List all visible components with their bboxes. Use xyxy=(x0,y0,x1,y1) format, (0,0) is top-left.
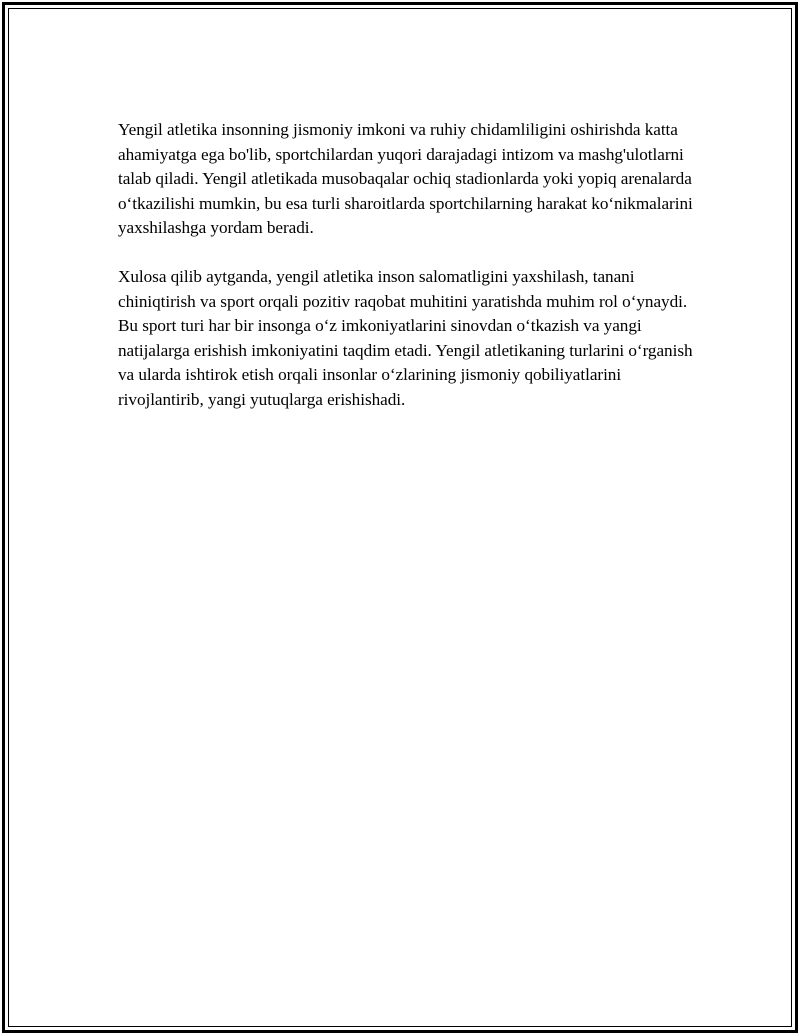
paragraph: Xulosa qilib aytganda, yengil atletika inson salomatligini yaxshilash, tanani chiniqtirish va sport orqali pozitiv raqobat muhitini yaratishda muhim rol oʻynaydi. Bu sport turi har bir insonga oʻz imkoniyatlarini sinovdan oʻtkazish va yangi natijalarga erishish imkoniyatini taqdim etadi. Yengil atletikaning turlarini oʻrganish va ularda ishtirok etish orqali insonlar oʻzlarining jismoniy qobiliyatlarini rivojlantirib, yangi yutuqlarga erishishadi. xyxy=(118,267,693,409)
document-body xyxy=(118,118,698,437)
paragraph: Yengil atletika insonning jismoniy imkoni va ruhiy chidamliligini oshirishda katta ahamiyatga ega bo'lib, sportchilardan yuqori darajadagi intizom va mashg'ulotlarni talab qiladi. Yengil atletikada musobaqalar ochiq stadionlarda yoki yopiq arenalarda oʻtkazilishi mumkin, bu esa turli sharoitlarda sportchilarning harakat koʻnikmalarini yaxshilashga yordam beradi. xyxy=(118,120,693,237)
